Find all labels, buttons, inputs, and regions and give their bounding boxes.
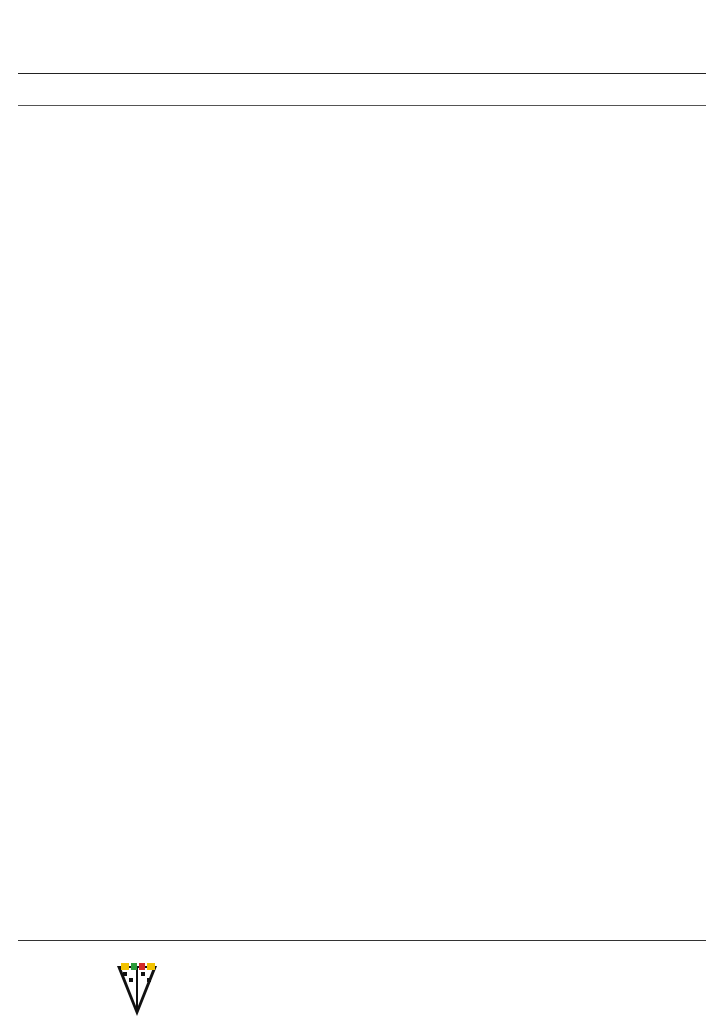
column-header: [18, 73, 706, 103]
footer-rule: [18, 940, 706, 941]
ficr-logo-icon: [115, 962, 159, 1018]
header-rule: [18, 105, 706, 106]
